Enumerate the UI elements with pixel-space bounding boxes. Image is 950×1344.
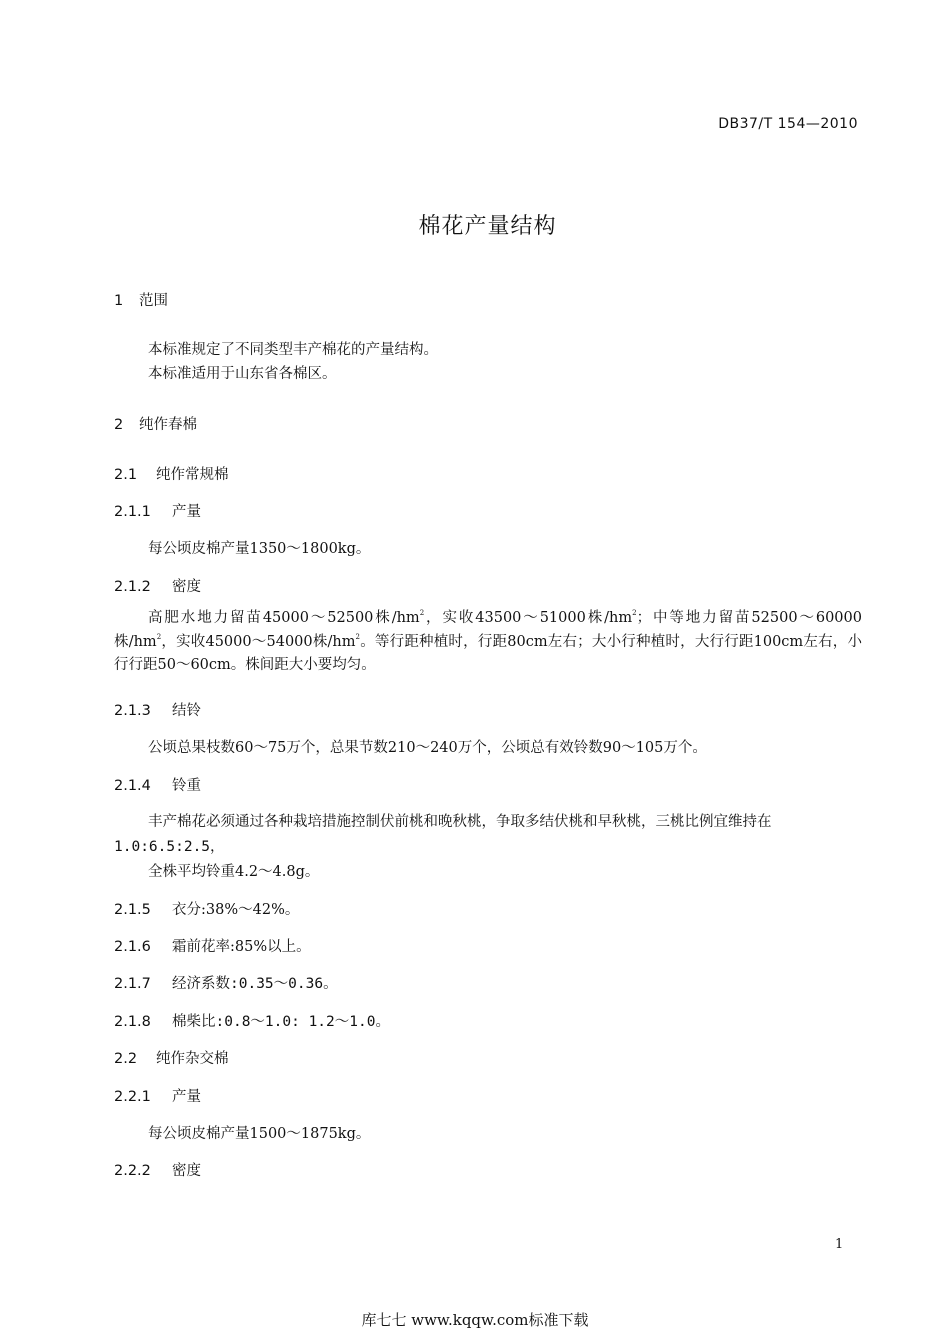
paragraph: 本标准适用于山东省各棉区。 (148, 366, 337, 382)
section-title: 纯作春棉 (139, 417, 197, 433)
section-title: 产量 (172, 504, 201, 520)
superscript: 2 (632, 609, 637, 617)
section-number: 2.1.5 (114, 902, 151, 918)
section-value: :0.8～1.0: 1.2～1.0。 (215, 1014, 390, 1030)
section-number: 2.1.2 (114, 579, 151, 595)
section-title: 纯作常规棉 (156, 467, 229, 483)
section-number: 2.1.8 (114, 1014, 151, 1030)
section-title: 产量 (172, 1089, 201, 1105)
section-title: 铃重 (172, 778, 201, 794)
paragraph: 全株平均铃重4.2～4.8g。 (148, 864, 320, 880)
paragraph: 公顷总果枝数60～75万个，总果节数210～240万个，公顷总有效铃数90～105万个。 (148, 740, 707, 756)
section-2-1-1-heading (114, 500, 201, 521)
text-run: ，实收45000～54000株/hm (161, 633, 356, 650)
section-2-1-5-heading (114, 898, 299, 919)
section-2-1-7-heading (114, 972, 338, 993)
section-2-1-6-heading (114, 935, 311, 956)
footer-watermark: 库七七 www.kqqw.com标准下载 (361, 1311, 589, 1329)
text-run: 高肥水地力留苗45000～52500株/hm (148, 610, 420, 626)
section-title: 密度 (172, 1163, 201, 1179)
section-title: 经济系数 (172, 976, 230, 992)
text-run: ；中等地力留苗52500～60000株/hm (114, 610, 862, 650)
section-number: 2 (114, 417, 124, 433)
section-title: 密度 (172, 579, 201, 595)
section-number: 2.1.3 (114, 703, 151, 719)
superscript: 2 (419, 609, 425, 617)
section-number: 2.1.1 (114, 504, 151, 520)
section-2-1-3-heading (114, 699, 201, 720)
section-number: 2.2.1 (114, 1089, 151, 1105)
section-2-1-2-heading (114, 575, 201, 596)
section-value: :85%以上。 (230, 939, 311, 955)
section-title: 纯作杂交棉 (156, 1051, 229, 1067)
section-2-1-4-heading (114, 774, 201, 795)
section-number: 2.1.4 (114, 778, 151, 794)
section-2-2-heading (114, 1047, 229, 1068)
section-number: 2.1 (114, 467, 138, 483)
section-title: 结铃 (172, 703, 201, 719)
section-title: 霜前花率 (172, 939, 230, 955)
paragraph: 丰产棉花必须通过各种栽培措施控制伏前桃和晚秋桃，争取多结伏桃和早秋桃，三桃比例宜维持在 (148, 814, 772, 830)
section-title: 棉柴比 (172, 1014, 216, 1030)
section-number: 2.2.2 (114, 1163, 151, 1179)
text-run: ，实收43500～51000株/hm (424, 610, 633, 626)
section-title: 衣分 (172, 902, 201, 918)
paragraph: 本标准规定了不同类型丰产棉花的产量结构。 (148, 342, 438, 358)
section-1-heading (114, 289, 168, 310)
section-value: :0.35～0.36。 (230, 976, 338, 992)
paragraph: 1.0:6.5:2.5， (114, 839, 225, 855)
page-number: 1 (835, 1237, 844, 1252)
section-title: 范围 (139, 293, 168, 309)
section-2-1-heading (114, 463, 229, 484)
section-2-2-2-heading (114, 1159, 201, 1180)
section-number: 1 (114, 293, 124, 309)
section-number: 2.1.6 (114, 939, 151, 955)
section-2-2-1-heading (114, 1085, 201, 1106)
section-2-heading (114, 413, 197, 434)
page-title: 棉花产量结构 (418, 214, 557, 239)
section-2-1-8-heading (114, 1010, 390, 1031)
document-code: DB37/T 154—2010 (718, 116, 858, 132)
density-paragraph (114, 607, 862, 678)
text-run: 。等行距种植时，行距80cm左右；大小行种植时，大行行距100cm左右，小行行距50～60cm。株间距大小要均匀。 (114, 633, 862, 673)
section-value: :38%～42%。 (201, 902, 300, 918)
section-number: 2.1.7 (114, 976, 151, 992)
superscript: 2 (355, 632, 360, 641)
paragraph: 每公顷皮棉产量1500～1875kg。 (148, 1126, 371, 1142)
superscript: 2 (156, 632, 162, 641)
paragraph: 每公顷皮棉产量1350～1800kg。 (148, 541, 371, 557)
section-number: 2.2 (114, 1051, 138, 1067)
